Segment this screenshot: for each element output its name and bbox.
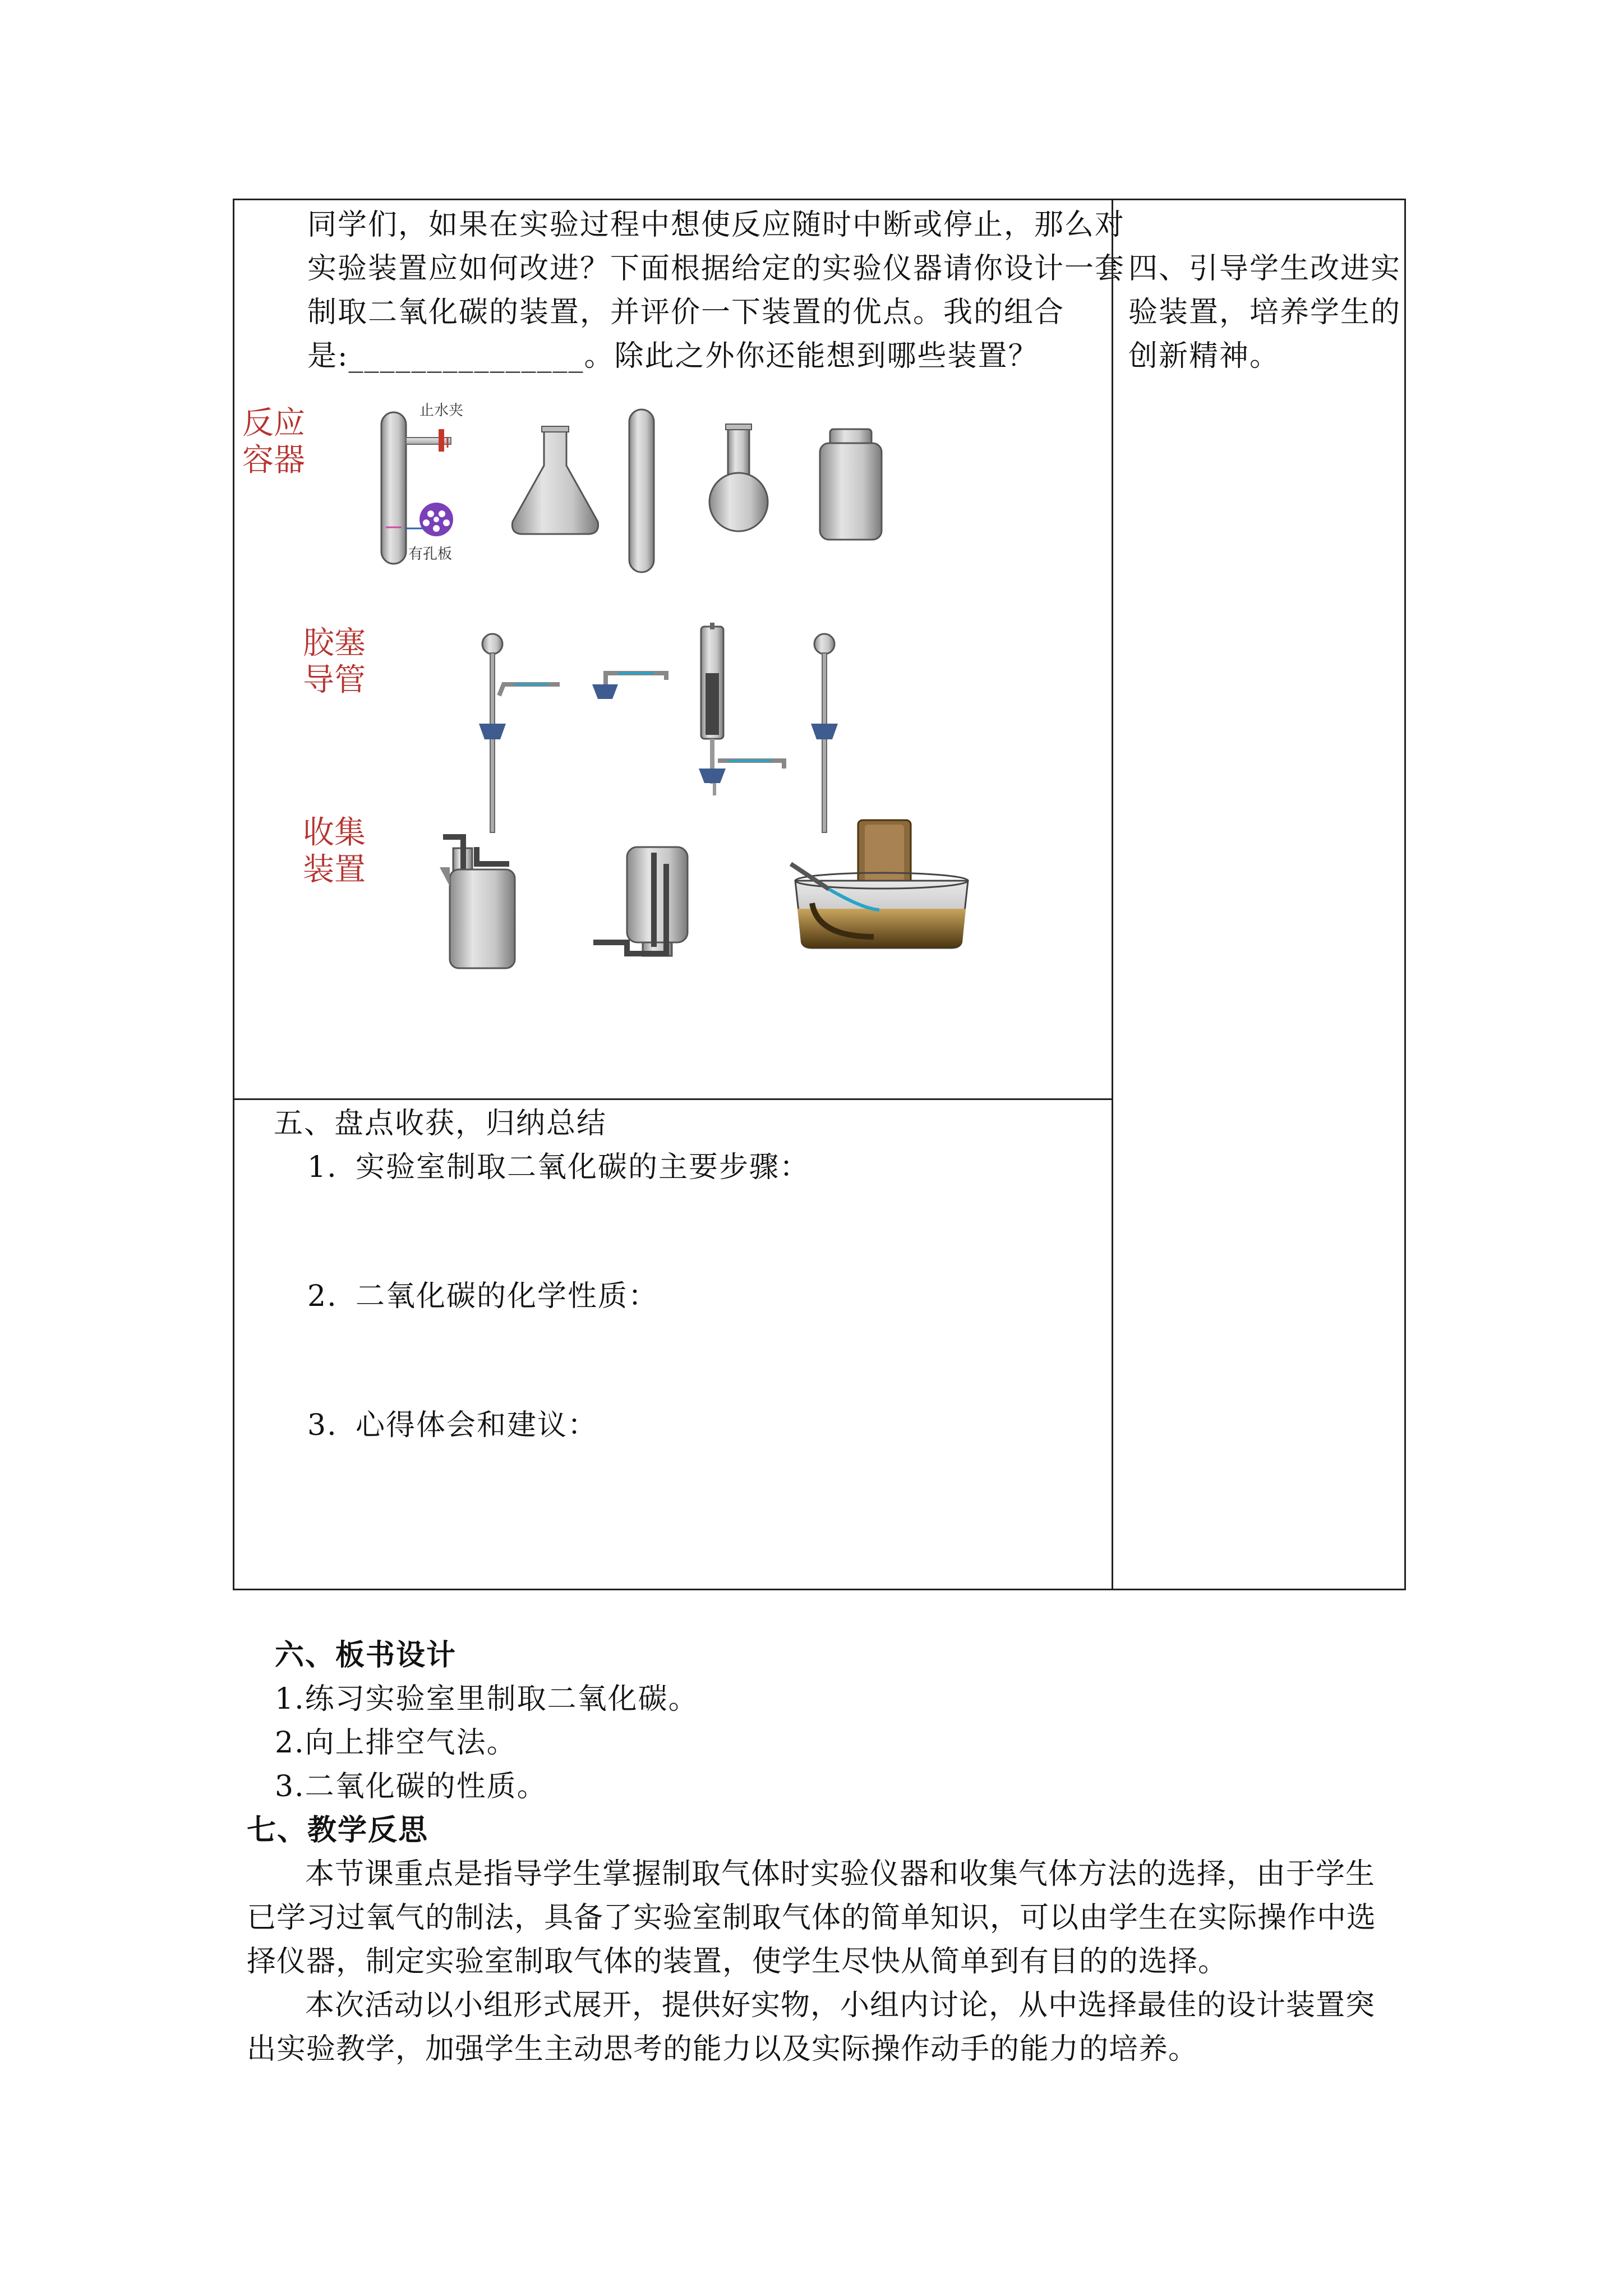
long-neck-funnel-stopper-icon [479, 634, 560, 832]
table-row-divider [233, 1098, 1113, 1100]
intro-line: 是:_______________。除此之外你还能想到哪些装置？ [307, 339, 1039, 373]
summary-item-text: 心得体会和建议： [356, 1409, 598, 1442]
intro-line: 同学们，如果在实验过程中想使反应随时中断或停止，那么对 [307, 208, 1126, 242]
label-line: 反应 [242, 405, 305, 441]
table-border-right [1404, 199, 1406, 1590]
thistle-funnel-stopper-icon [811, 634, 838, 832]
intro-line: 实验装置应如何改进？下面根据给定的实验仪器请你设计一套 [307, 252, 1126, 286]
long-test-tube-icon [629, 409, 654, 572]
board-title: 六、板书设计 [275, 1638, 457, 1672]
summary-item-text: 二氧化碳的化学性质： [356, 1280, 659, 1313]
label-line: 装置 [303, 852, 366, 888]
gas-washing-bottle-icon [440, 837, 515, 968]
board-line: 1.练习实验室里制取二氧化碳。 [275, 1682, 699, 1716]
short-stopper-tube-icon [592, 673, 666, 699]
side-note-line: 创新精神。 [1128, 339, 1280, 373]
label-line: 容器 [242, 442, 305, 478]
reflection-title: 七、教学反思 [247, 1813, 429, 1847]
test-tube-with-side-arm-icon [381, 412, 451, 564]
board-line: 2.向上排空气法。 [275, 1726, 517, 1760]
reflection-paragraph: 本次活动以小组形式展开，提供好实物，小组内讨论，从中选择最佳的设计装置突出实验教学，加强学生主动思考的能力以及实际操作动手的能力的培养。 [247, 1989, 1376, 2066]
summary-item-number: 3. [307, 1409, 338, 1442]
table-border-bottom [233, 1589, 1406, 1590]
plate-annotation: 有孔板 [408, 546, 453, 563]
clamp-annotation: 止水夹 [419, 402, 464, 419]
label-line: 导管 [303, 662, 366, 698]
syringe-stopper-icon [699, 623, 784, 795]
water-trough-collection-icon [791, 820, 968, 948]
intro-line: 制取二氧化碳的装置，并评价一下装置的优点。我的组合 [307, 296, 1065, 329]
inverted-collection-bottle-icon [593, 847, 688, 956]
side-note-line: 验装置，培养学生的 [1128, 296, 1401, 329]
wide-mouth-bottle-icon [820, 429, 882, 540]
summary-item-number: 2. [307, 1280, 338, 1313]
side-note-line: 四、引导学生改进实 [1128, 252, 1401, 286]
label-line: 收集 [303, 815, 366, 851]
round-flask-icon [709, 424, 768, 531]
reflection-paragraph: 本节课重点是指导学生掌握制取气体时实验仪器和收集气体方法的选择，由于学生已学习过氧气的制法，具备了实验室制取气体的简单知识，可以由学生在实际操作中选择仪器，制定实验室制取气体的装置，使学生尽快从简单到有目的的选择。 [247, 1857, 1377, 1978]
apparatus-illustrations [234, 381, 1109, 976]
perforated-plate-icon [406, 503, 453, 536]
table-border-top [233, 199, 1406, 200]
summary-title: 五、盘点收获，归纳总结 [274, 1107, 607, 1140]
summary-item-number: 1. [307, 1151, 338, 1184]
label-line: 胶塞 [303, 625, 366, 661]
conical-flask-icon [512, 426, 598, 534]
board-line: 3.二氧化碳的性质。 [275, 1770, 547, 1803]
table-column-divider [1112, 199, 1113, 1590]
summary-item-text: 实验室制取二氧化碳的主要步骤： [356, 1151, 810, 1184]
